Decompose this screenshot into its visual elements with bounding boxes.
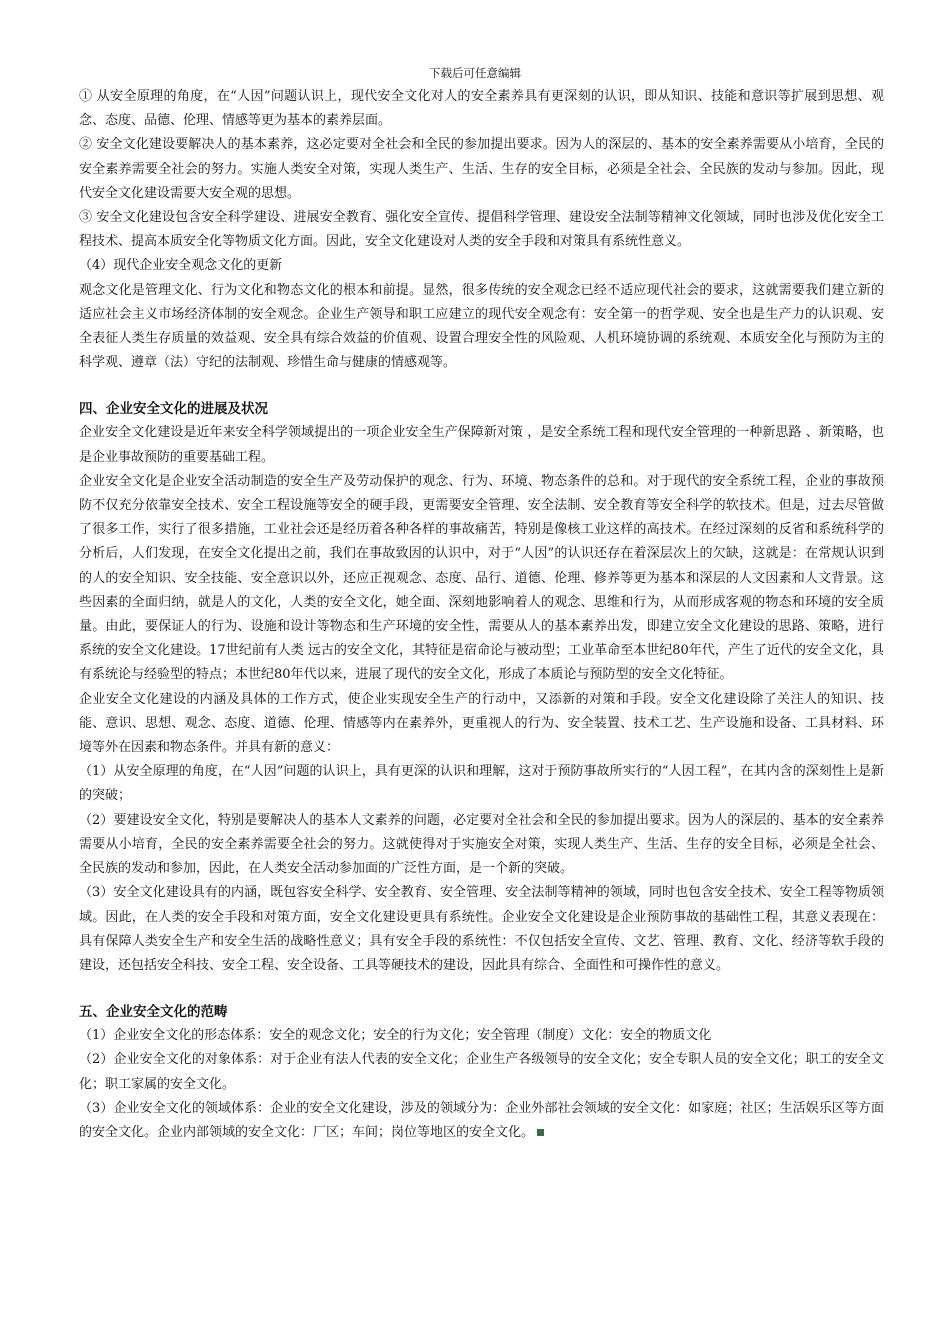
paragraph-text: （3）企业安全文化的领域体系：企业的安全文化建设，涉及的领域分为：企业外部社会领域的安全文化：如家庭；社区；生活娱乐区等方面的安全文化。企业内部领域的安全文化：厂区；车间；岗位等地区的安全文化。 [79,1100,884,1140]
section-heading: 五、企业安全文化的范畴 [79,1004,228,1021]
page-header: 下载后可任意编辑 [429,66,521,80]
document-body [79,85,884,1145]
subsection-title: （4）现代企业安全观念文化的更新 [79,258,283,274]
paragraph: 企业安全文化是企业安全活动制造的安全生产及劳动保护的观念、行为、环境、物态条件的总和。对于现代的安全系统工程，企业的事故预防不仅充分依靠安全技术、安全工程设施等安全的硬手段，更需要安全管理、安全法制、安全教育等安全科学的软技术。但是，过去尽管做了很多工作，实行了很多措施，工业社会还是经历着各种各样的事故痛苦，特别是像核工业这样的高技术。在经过深刻的反省和系统科学的分析后，人们发现，在安全文化提出之前，我们在事故致因的认识中，对于“人因”的认识还存在着深层次上的欠缺，这就是：在常规认识到的人的安全知识、安全技能、安全意识以外，还应正视观念、态度、品行、道德、伦理、修养等更为基本和深层的人文因素和人文背景。这些因素的全面归纳，就是人的文化，人类的安全文化，她全面、深刻地影响着人的观念、思维和行为，从而形成客观的物态和环境的安全质量。由此，要保证人的行为、设施和设计等物态和生产环境的安全性，需要从人的基本素养出发，即建立安全文化建设的思路、策略，进行系统的安全文化建设。17世纪前有人类 远古的安全文化，其特征是宿命论与被动型；工业革命至本世纪80年代，产生了近代的安全文化，具有系统论与经验型的特点；本世纪80年代以来，进展了现代的安全文化，形成了本质论与预防型的安全文化特征。 [79,473,884,683]
paragraph: ③ 安全文化建设包含安全科学建设、进展安全教育、强化安全宣传、提倡科学管理、建设安全法制等精神文化领域，同时也涉及优化安全工程技术、提高本质安全化等物质文化方面。因此，安全文化建设对人类的安全手段和对策具有系统性意义。 [79,210,884,250]
paragraph: （2）企业安全文化的对象体系：对于企业有法人代表的安全文化；企业生产各级领导的安全文化；安全专职人员的安全文化；职工的安全文化；职工家属的安全文化。 [79,1052,884,1092]
paragraph: （1）从安全原理的角度，在“人因”问题的认识上，具有更深的认识和理解，这对于预防事故所实行的“人因工程”，在其内含的深刻性上是新的突破； [79,764,884,804]
spacer [79,375,884,397]
end-marker-icon [537,1129,544,1136]
paragraph: 企业安全文化建设是近年来安全科学领域提出的一项企业安全生产保障新对策 ，是安全系统工程和现代安全管理的一种新思路 、新策略，也是企业事故预防的重要基础工程。 [79,425,884,465]
paragraph: （2）要建设安全文化，特别是要解决人的基本人文素养的问题，必定要对全社会和全民的参加提出要求。因为人的深层的、基本的安全素养需要从小培育，全民的安全素养需要全社会的努力。这就使得对于实施安全对策，实现人类生产、生活、生存的安全目标，必须是全社会、全民族的发动和参加，因此，在人类安全活动参加面的广泛性方面，是一个新的突破。 [79,812,884,877]
paragraph: ② 安全文化建设要解决人的基本素养，这必定要对全社会和全民的参加提出要求。因为人的深层的、基本的安全素养需要从小培育，全民的安全素养需要全社会的努力。实施人类安全对策，实现人类生产、生活、生存的安全目标，必须是全社会、全民族的发动与参加。因此，现代安全文化建设需要大安全观的思想。 [79,137,884,201]
paragraph: 企业安全文化建设的内涵及具体的工作方式，使企业实现安全生产的行动中，又添新的对策和手段。安全文化建设除了关注人的知识、技能、意识、思想、观念、态度、道德、伦理、情感等内在素养外，更重视人的行为、安全装置、技术工艺、生产设施和设备、工具材料、环境等外在因素和物态条件。并具有新的意义： [79,691,884,756]
paragraph: 观念文化是管理文化、行为文化和物态文化的根本和前提。显然，很多传统的安全观念已经不适应现代社会的要求，这就需要我们建立新的适应社会主义市场经济体制的安全观念。企业生产领导和职工应建立的现代安全观念有：安全第一的哲学观、安全也是生产力的认识观、安全表征人类生存质量的效益观、安全具有综合效益的价值观、设置合理安全性的风险观、人机环境协调的系统观、本质安全化与预防为主的科学观、遵章（法）守纪的法制观、珍惜生命与健康的情感观等。 [79,282,884,371]
spacer [79,978,884,1000]
paragraph: ① 从安全原理的角度，在“人因”问题认识上，现代安全文化对人的安全素养具有更深刻的认识，即从知识、技能和意识等扩展到思想、观念、态度、品德、伦理、情感等更为基本的素养层面。 [79,89,884,129]
paragraph: （1）企业安全文化的形态体系：安全的观念文化；安全的行为文化；安全管理（制度）文化：安全的物质文化 [79,1028,712,1044]
paragraph-last [79,1097,884,1145]
paragraph: （3）安全文化建设具有的内涵，既包容安全科学、安全教育、安全管理、安全法制等精神的领域，同时也包含安全技术、安全工程等物质领域。因此，在人类的安全手段和对策方面，安全文化建设更具有系统性。企业安全文化建设是企业预防事故的基础性工程，其意义表现在：具有保障人类安全生产和安全生活的战略性意义；具有安全手段的系统性：不仅包括安全宣传、文艺、管理、教育、文化、经济等软手段的建设，还包括安全科技、安全工程、安全设备、工具等硬技术的建设，因此具有综合、全面性和可操作性的意义。 [79,885,884,973]
section-heading: 四、企业安全文化的进展及状况 [79,401,268,418]
